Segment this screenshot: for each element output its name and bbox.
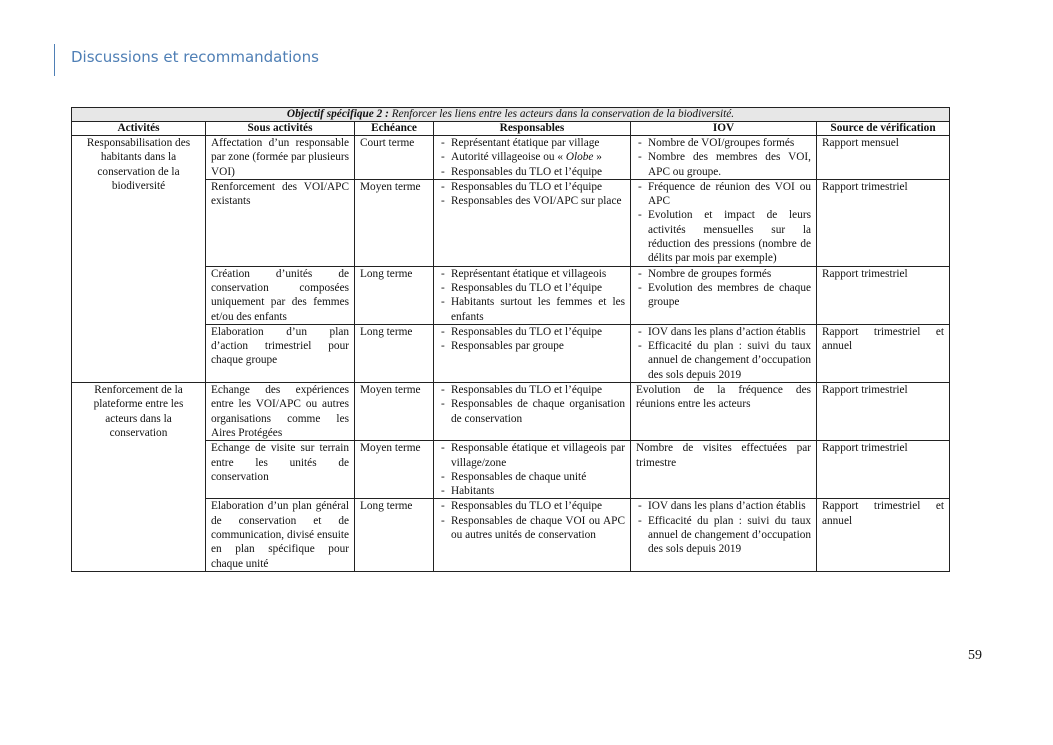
list-item: - Responsables du TLO et l’équipe — [439, 325, 625, 339]
list-item: - Nombre de groupes formés — [636, 267, 811, 281]
objective-row — [72, 108, 950, 122]
list-item: - Habitants surtout les femmes et les enfants — [439, 295, 625, 324]
objective-cell — [72, 108, 950, 122]
deadline-cell: Moyen terme — [355, 383, 434, 441]
list-item: - Responsables de chaque organisation de conservation — [439, 397, 625, 426]
responsables-cell — [434, 136, 631, 180]
responsables-cell — [434, 179, 631, 266]
deadline-cell: Long terme — [355, 324, 434, 382]
list-item: - Responsables par groupe — [439, 339, 625, 353]
header-accent-bar — [54, 44, 55, 76]
objective-label: Objectif spécifique 2 : — [286, 108, 389, 120]
deadline-cell: Moyen terme — [355, 179, 434, 266]
list-item: - Evolution et impact de leurs activités mensuelles sur la réduction des pressions (nombre de délits par mois par exemple) — [636, 208, 811, 265]
activity-cell: Renforcement de la plateforme entre les acteurs dans la conservation — [72, 383, 206, 572]
list-item: - Fréquence de réunion des VOI ou APC — [636, 180, 811, 209]
list-item: - Responsables du TLO et l’équipe — [439, 383, 625, 397]
column-header-source: Source de vérification — [817, 122, 950, 136]
source-cell: Rapport trimestriel et annuel — [817, 499, 950, 571]
list-item: - Représentant étatique par village — [439, 136, 625, 150]
sub-activity-cell: Elaboration d’un plan général de conservation et de communication, divisé ensuite en plan spécifique pour chaque unité — [206, 499, 355, 571]
deadline-cell: Moyen terme — [355, 441, 434, 499]
list-item: - Evolution des membres de chaque groupe — [636, 281, 811, 310]
iov-cell: Evolution de la fréquence des réunions entre les acteurs — [631, 383, 817, 441]
deadline-cell: Long terme — [355, 499, 434, 571]
sub-activity-cell: Elaboration d’un plan d’action trimestriel pour chaque groupe — [206, 324, 355, 382]
list-item: - Représentant étatique et villageois — [439, 267, 625, 281]
list-item-text: Autorité villageoise ou « — [451, 151, 566, 164]
responsables-cell — [434, 266, 631, 324]
column-header-echeance: Echéance — [355, 122, 434, 136]
list-item: - Responsables du TLO et l’équipe — [439, 281, 625, 295]
list-item: - Responsables de chaque unité — [439, 470, 625, 484]
deadline-cell: Long terme — [355, 266, 434, 324]
list-item: - Habitants — [439, 484, 625, 498]
source-cell: Rapport trimestriel — [817, 179, 950, 266]
list-item: - Efficacité du plan : suivi du taux annuel de changement d’occupation des sols depuis 2019 — [636, 514, 811, 557]
sub-activity-cell: Affectation d’un responsable par zone (formée par plusieurs VOI) — [206, 136, 355, 180]
action-plan-table — [71, 107, 950, 572]
responsables-cell — [434, 499, 631, 571]
list-item: - IOV dans les plans d’action établis — [636, 325, 811, 339]
list-item: - Nombre de VOI/groupes formés — [636, 136, 811, 150]
list-item-emphasis: Olobe — [565, 151, 594, 164]
sub-activity-cell: Renforcement des VOI/APC existants — [206, 179, 355, 266]
iov-cell — [631, 499, 817, 571]
iov-cell — [631, 324, 817, 382]
source-cell: Rapport mensuel — [817, 136, 950, 180]
table-row — [72, 383, 950, 441]
sub-activity-cell: Echange de visite sur terrain entre les unités de conservation — [206, 441, 355, 499]
column-header-activites: Activités — [72, 122, 206, 136]
list-item: - Responsables du TLO et l’équipe — [439, 499, 625, 513]
source-cell: Rapport trimestriel et annuel — [817, 324, 950, 382]
list-item — [439, 150, 625, 164]
iov-cell — [631, 136, 817, 180]
deadline-cell: Court terme — [355, 136, 434, 180]
column-header-sous-activites: Sous activités — [206, 122, 355, 136]
iov-cell — [631, 179, 817, 266]
column-header-responsables: Responsables — [434, 122, 631, 136]
list-item: - Responsable étatique et villageois par village/zone — [439, 441, 625, 470]
table-row — [72, 136, 950, 180]
responsables-cell — [434, 441, 631, 499]
iov-cell — [631, 266, 817, 324]
list-item-text: » — [593, 151, 602, 164]
page-header-title: Discussions et recommandations — [71, 48, 319, 66]
sub-activity-cell: Création d’unités de conservation composées uniquement par des femmes et/ou des enfants — [206, 266, 355, 324]
column-header-row — [72, 122, 950, 136]
source-cell: Rapport trimestriel — [817, 383, 950, 441]
list-item: - Efficacité du plan : suivi du taux annuel de changement d’occupation des sols depuis 2019 — [636, 339, 811, 382]
source-cell: Rapport trimestriel — [817, 441, 950, 499]
list-item: - Responsables du TLO et l’équipe — [439, 165, 625, 179]
responsables-cell — [434, 324, 631, 382]
source-cell: Rapport trimestriel — [817, 266, 950, 324]
page-number: 59 — [968, 648, 982, 663]
list-item: - IOV dans les plans d’action établis — [636, 499, 811, 513]
sub-activity-cell: Echange des expériences entre les VOI/APC ou autres organisations comme les Aires Protégées — [206, 383, 355, 441]
objective-text: Renforcer les liens entre les acteurs dans la conservation de la biodiversité. — [391, 108, 735, 120]
list-item: - Nombre des membres des VOI, APC ou groupe. — [636, 150, 811, 179]
activity-cell: Responsabilisation des habitants dans la conservation de la biodiversité — [72, 136, 206, 383]
list-item: - Responsables des VOI/APC sur place — [439, 194, 625, 208]
column-header-iov: IOV — [631, 122, 817, 136]
responsables-cell — [434, 383, 631, 441]
iov-cell: Nombre de visites effectuées par trimestre — [631, 441, 817, 499]
list-item: - Responsables de chaque VOI ou APC ou autres unités de conservation — [439, 514, 625, 543]
list-item: - Responsables du TLO et l’équipe — [439, 180, 625, 194]
